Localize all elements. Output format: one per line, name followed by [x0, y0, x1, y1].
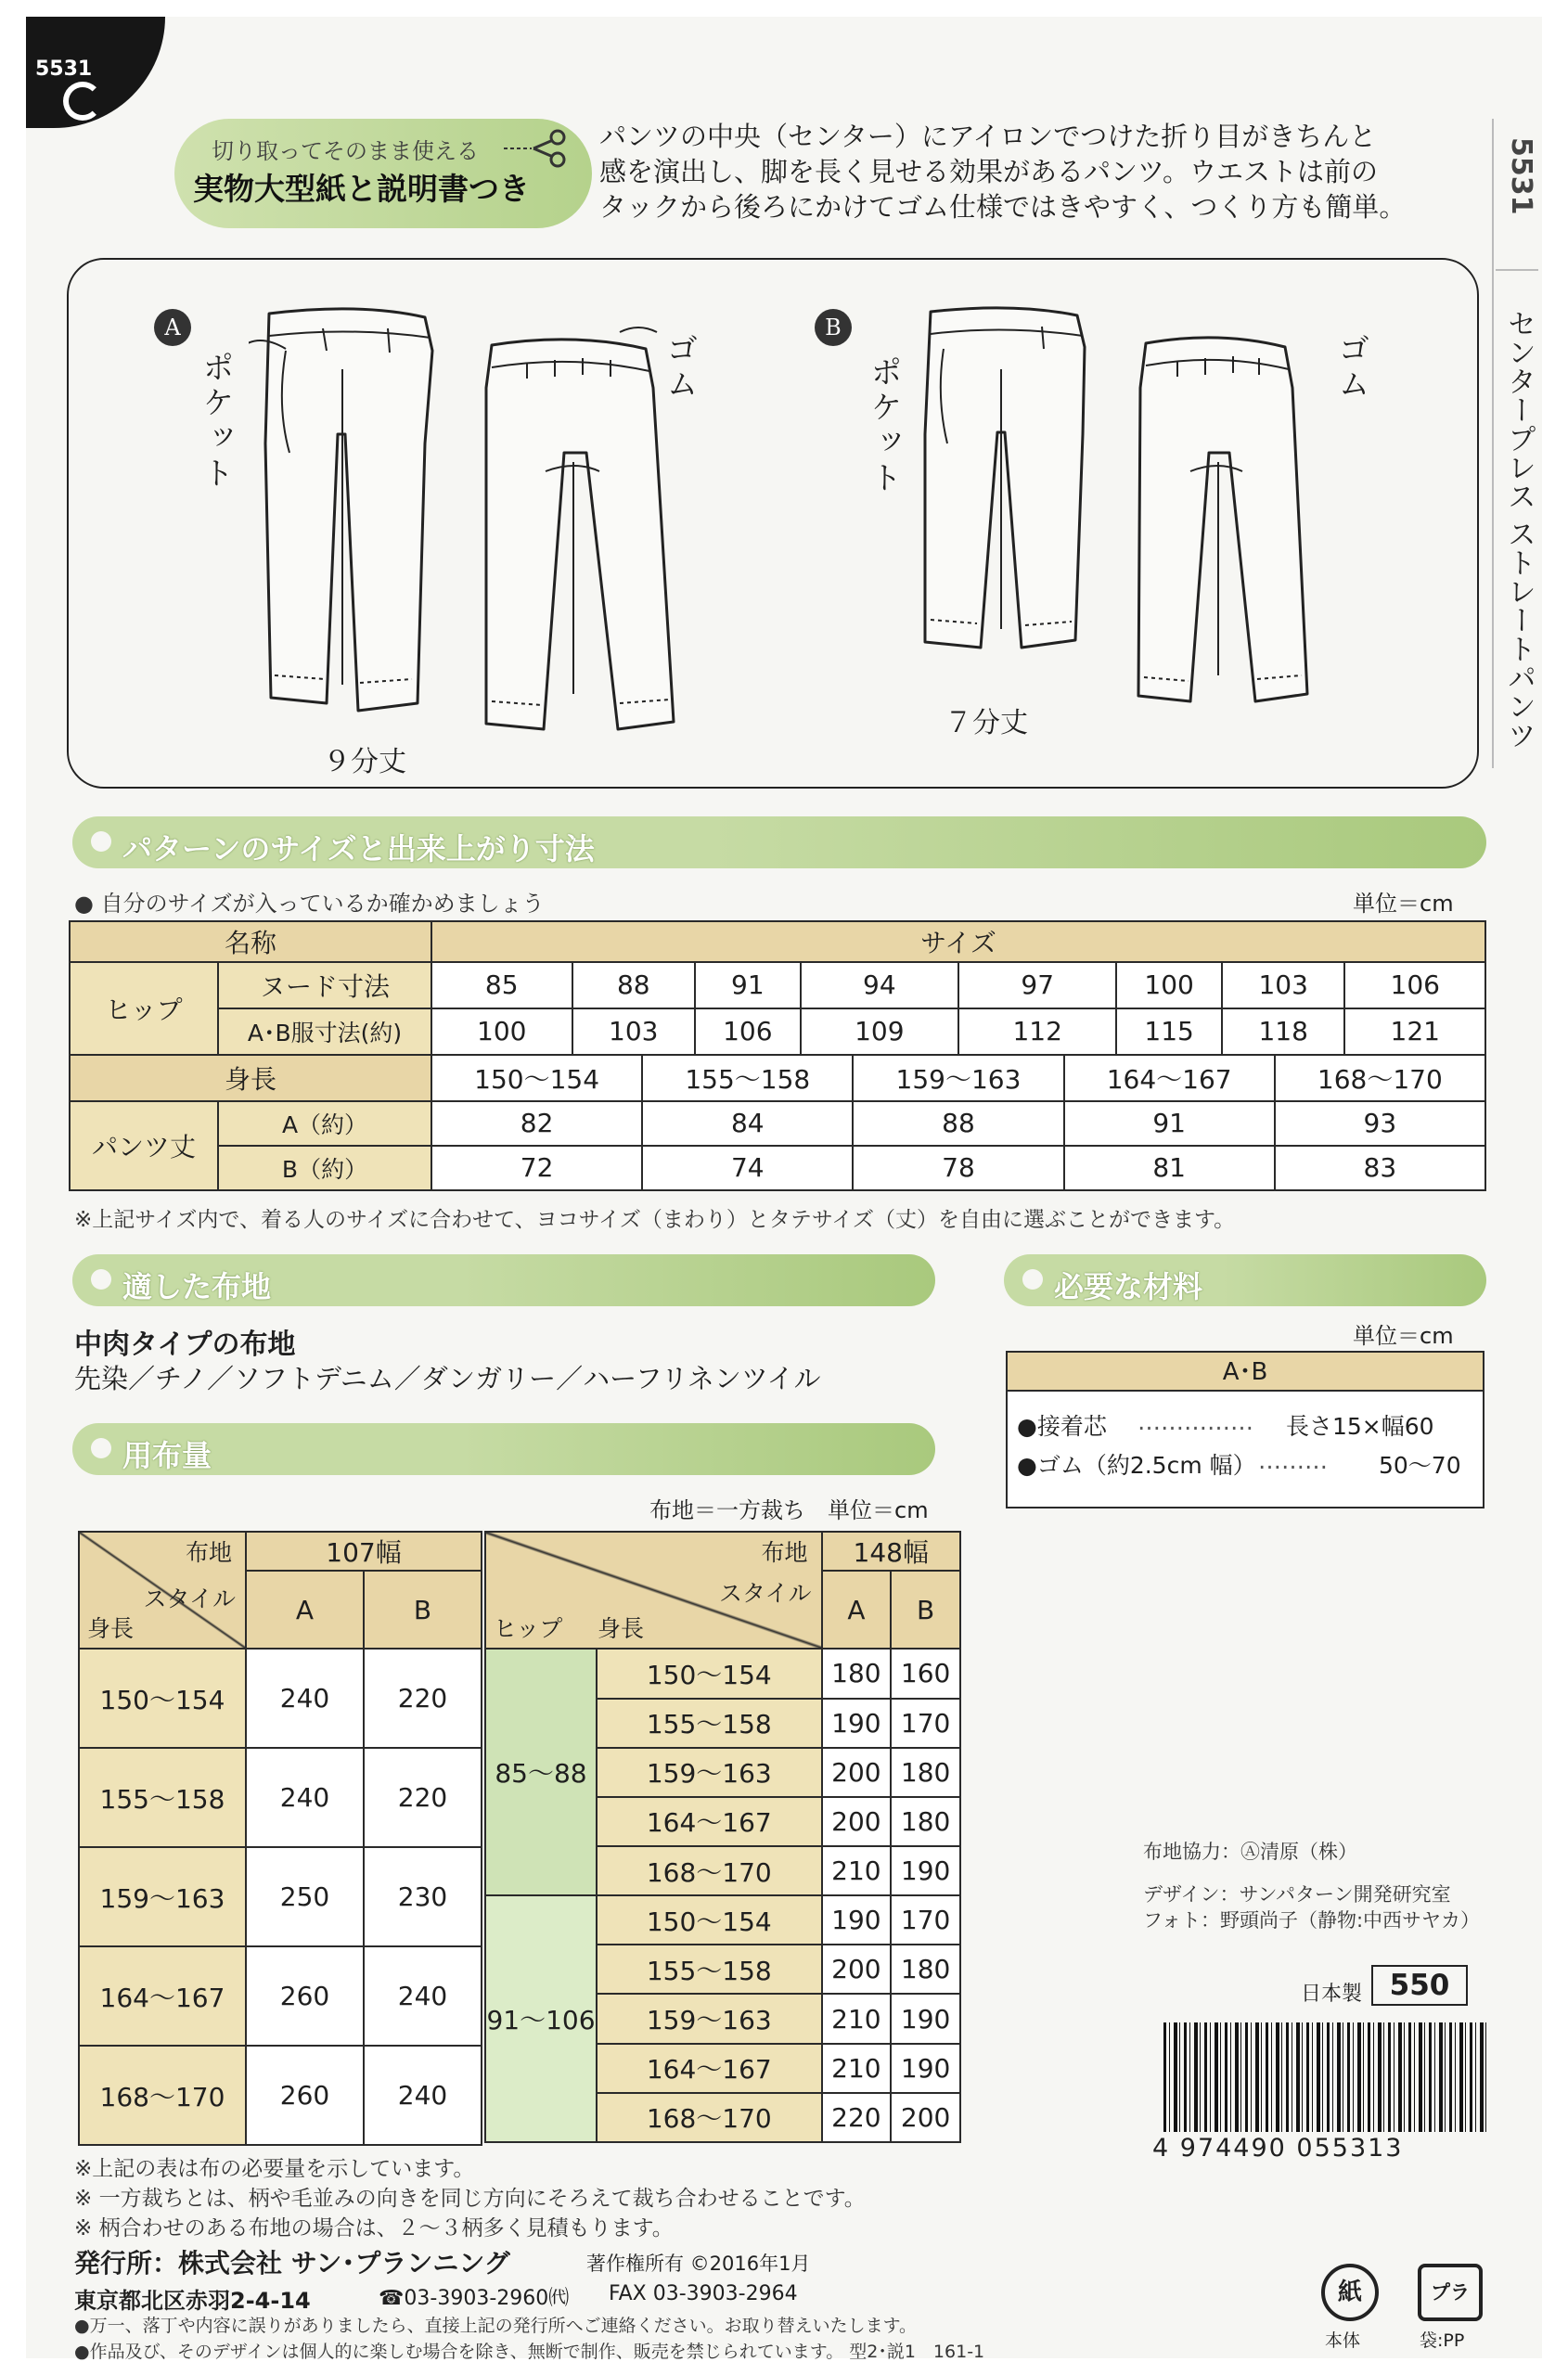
hip-label: ヒップ	[70, 962, 218, 1055]
product-description	[599, 119, 1490, 225]
size-cell: 103	[1222, 962, 1345, 1008]
pants-b-illustration	[912, 295, 1339, 722]
yardage-height-cell: 159〜163	[79, 1847, 246, 1946]
yardage-section-header	[72, 1423, 935, 1475]
spine-code: 5531	[1505, 137, 1537, 215]
yardage-cell: 180	[891, 1748, 960, 1797]
corner-fabric-label: 布地	[761, 1539, 808, 1566]
pattern-envelope-back	[26, 17, 1542, 2362]
nude-label: ヌード寸法	[218, 962, 431, 1008]
yardage-cell: 180	[891, 1945, 960, 1994]
size-unit: 単位＝cm	[1353, 891, 1454, 917]
yardage-cell: 240	[246, 1649, 364, 1748]
size-cell: 94	[801, 962, 958, 1008]
paper-recycle-icon: 紙	[1321, 2264, 1379, 2321]
price-box: 550	[1371, 1965, 1468, 2006]
materials-section-title: 必要な材料	[1054, 1269, 1203, 1304]
pattern-code: 5531	[35, 58, 93, 81]
yardage-notes	[74, 2154, 866, 2243]
yardage-note: 布地＝一方裁ち 単位＝cm	[649, 1497, 929, 1523]
elastic-label-a: ゴム	[661, 332, 698, 403]
design-credit: デザイン：サンパターン開発研究室	[1143, 1883, 1451, 1906]
row-b-label: B（約）	[218, 1146, 431, 1190]
material-name: ●ゴム（約2.5cm 幅）	[1017, 1452, 1256, 1479]
yardage-cell: 210	[822, 1994, 892, 2043]
fabric-section-header	[72, 1254, 935, 1306]
yardage-height-cell: 150〜154	[79, 1649, 246, 1748]
yardage-cell: 160	[891, 1649, 960, 1698]
size-cell: 91	[1064, 1101, 1275, 1146]
yardage-height-cell: 164〜167	[597, 2044, 822, 2093]
yardage-height-cell: 168〜170	[597, 1846, 822, 1895]
yardage-cell: 190	[822, 1699, 892, 1748]
yardage-cell: 190	[891, 1994, 960, 2043]
yardage-cell: 190	[891, 1846, 960, 1895]
material-value: 長さ15×幅60	[1286, 1413, 1434, 1440]
variant-a-marker: A	[154, 309, 191, 346]
badge-title: 実物大型紙と説明書つき	[193, 171, 530, 207]
size-cell: 159〜163	[853, 1055, 1063, 1101]
width-148-label: 148幅	[822, 1532, 960, 1571]
size-cell: 150〜154	[431, 1055, 642, 1101]
material-name: ●接着芯	[1017, 1413, 1107, 1440]
yardage-height-cell: 155〜158	[79, 1748, 246, 1847]
yardage-height-cell: 155〜158	[597, 1699, 822, 1748]
plastic-recycle-icon: プラ	[1418, 2264, 1483, 2321]
yardage-cell: 180	[891, 1797, 960, 1846]
yardage-cell: 260	[246, 2046, 364, 2145]
yardage-height-cell: 168〜170	[597, 2093, 822, 2142]
size-cell: 106	[695, 1008, 801, 1055]
size-col-size: サイズ	[431, 921, 1485, 962]
fabric-list: 先染／チノ／ソフトデニム／ダンガリー／ハーフリネンツイル	[74, 1363, 821, 1394]
pants-length-label: パンツ丈	[70, 1101, 218, 1190]
yardage-cell: 190	[822, 1895, 892, 1945]
size-cell: 74	[642, 1146, 853, 1190]
corner-hip-label: ヒップ	[494, 1615, 563, 1643]
yardage-section-title: 用布量	[122, 1438, 212, 1473]
material-leader: ……………	[1137, 1408, 1253, 1435]
yardage-cell: 210	[822, 1846, 892, 1895]
size-note: ● 自分のサイズが入っているか確かめましょう	[74, 891, 545, 917]
col-a-label: A	[246, 1571, 364, 1649]
garment-label: A･B服寸法(約)	[218, 1008, 431, 1055]
yardage-cell: 220	[822, 2093, 892, 2142]
pocket-label-a: ポケット	[197, 351, 234, 492]
photo-credit: フォト：野頭尚子（静物:中西サヤカ）	[1143, 1909, 1481, 1932]
section-bullet-icon	[91, 831, 111, 852]
scissors-icon	[504, 128, 569, 169]
yardage-cell: 200	[822, 1748, 892, 1797]
pocket-label-b: ポケット	[865, 355, 902, 496]
length-label-a: ９分丈	[323, 746, 406, 778]
yardage-cell: 200	[822, 1945, 892, 1994]
yardage-cell: 180	[822, 1649, 892, 1698]
yardage-cell: 240	[246, 1748, 364, 1847]
fabric-type: 中肉タイプの布地	[74, 1329, 296, 1361]
variant-b-marker: B	[815, 309, 852, 346]
col-a-label: A	[822, 1571, 892, 1649]
size-cell: 106	[1344, 962, 1485, 1008]
size-table	[69, 920, 1486, 1191]
yardage-cell: 200	[822, 1797, 892, 1846]
yardage-height-cell: 150〜154	[597, 1649, 822, 1698]
size-cell: 168〜170	[1275, 1055, 1485, 1101]
hip-group-cell: 91〜106	[485, 1895, 597, 2142]
size-cell: 103	[572, 1008, 696, 1055]
yardage-height-cell: 159〜163	[597, 1994, 822, 2043]
yardage-cell: 220	[364, 1649, 482, 1748]
yardage-cell: 260	[246, 1946, 364, 2046]
footer-note: ●万一、落丁や内容に誤りがありましたら、直接上記の発行所へご連絡ください。お取り替えいたします。	[74, 2316, 918, 2336]
description-line: 感を演出し、脚を長く見せる効果があるパンツ。ウエストは前の	[599, 156, 1378, 187]
section-bullet-icon	[91, 1438, 111, 1458]
spine-divider	[1492, 119, 1494, 768]
size-col-name: 名称	[70, 921, 431, 962]
elastic-label-b: ゴム	[1332, 332, 1369, 403]
corner-height-label: 身長	[598, 1615, 645, 1643]
brand-logo-icon	[63, 82, 102, 121]
made-in-label: 日本製	[1301, 1983, 1363, 2006]
materials-unit: 単位＝cm	[1353, 1323, 1454, 1349]
height-label: 身長	[70, 1055, 431, 1101]
yardage-cell: 190	[891, 2044, 960, 2093]
section-bullet-icon	[1022, 1269, 1043, 1290]
description-line: パンツの中央（センター）にアイロンでつけた折り目がきちんと	[599, 121, 1377, 152]
yardage-note-line: ※上記の表は布の必要量を示しています。	[74, 2157, 475, 2181]
size-note-text: 自分のサイズが入っているか確かめましょう	[100, 891, 545, 917]
hip-group-cell: 85〜88	[485, 1649, 597, 1895]
bag-material-label: 袋:PP	[1420, 2330, 1465, 2351]
size-footnote: ※上記サイズ内で、着る人のサイズに合わせて、ヨコサイズ（まわり）とタテサイズ（丈）を自由に選ぶことができます。	[74, 1208, 1236, 1232]
size-section-header	[72, 816, 1486, 868]
materials-table	[1006, 1351, 1484, 1508]
yardage-height-cell: 155〜158	[597, 1945, 822, 1994]
section-bullet-icon	[91, 1269, 111, 1290]
yardage-cell: 230	[364, 1847, 482, 1946]
materials-table-header: A･B	[1008, 1353, 1483, 1392]
corner-style-label: スタイル	[719, 1580, 812, 1607]
yardage-cell: 210	[822, 2044, 892, 2093]
table-corner-header	[485, 1532, 822, 1649]
size-cell: 88	[572, 962, 696, 1008]
size-cell: 112	[958, 1008, 1116, 1055]
telephone: ☎03-3903-2960㈹	[379, 2287, 570, 2310]
address: 東京都北区赤羽2-4-14	[74, 2288, 311, 2314]
width-107-label: 107幅	[246, 1532, 482, 1571]
corner-fabric-label: 布地	[185, 1539, 232, 1566]
yardage-cell: 240	[364, 2046, 482, 2145]
corner-height-label: 身長	[87, 1615, 135, 1642]
body-material-label: 本体	[1325, 2330, 1361, 2351]
description-line: タックから後ろにかけてゴム仕様ではきやすく、つくり方も簡単。	[599, 191, 1407, 223]
row-a-label: A（約）	[218, 1101, 431, 1146]
footer-note: ●作品及び、そのデザインは個人的に楽しむ場合を除き、無断で制作、販売を禁じられています。 型2･説1 161-1	[74, 2342, 985, 2362]
corner-style-label: スタイル	[143, 1585, 236, 1612]
barcode-number: 4 974490 055313	[1152, 2134, 1404, 2163]
size-cell: 78	[853, 1146, 1063, 1190]
yardage-note-line: ※ 柄合わせのある布地の場合は、２〜３柄多く見積もります。	[74, 2216, 674, 2240]
size-cell: 72	[431, 1146, 642, 1190]
col-b-label: B	[364, 1571, 482, 1649]
publisher: 発行所：株式会社 サン･プランニング	[74, 2248, 510, 2279]
spine-title: センタープレス ストレートパンツ	[1502, 309, 1536, 750]
yardage-height-cell: 150〜154	[597, 1895, 822, 1945]
size-cell: 85	[431, 962, 572, 1008]
fabric-credit: 布地協力：Ⓐ清原（株）	[1143, 1841, 1357, 1863]
yardage-cell: 170	[891, 1699, 960, 1748]
size-cell: 118	[1222, 1008, 1345, 1055]
size-cell: 155〜158	[642, 1055, 853, 1101]
copyright: 著作権所有 ©2016年1月	[586, 2253, 811, 2275]
size-cell: 88	[853, 1101, 1063, 1146]
material-value: 50〜70	[1379, 1452, 1461, 1479]
spine-divider-short	[1496, 269, 1538, 271]
pants-a-illustration	[249, 295, 713, 768]
yardage-cell: 240	[364, 1946, 482, 2046]
yardage-height-cell: 159〜163	[597, 1748, 822, 1797]
barcode	[1163, 2022, 1486, 2132]
table-corner-header	[79, 1532, 246, 1649]
badge-subtitle: 切り取ってそのまま使える	[212, 138, 479, 164]
size-cell: 93	[1275, 1101, 1485, 1146]
col-b-label: B	[891, 1571, 960, 1649]
size-cell: 100	[431, 1008, 572, 1055]
fax: FAX 03-3903-2964	[609, 2282, 798, 2305]
yardage-height-cell: 164〜167	[79, 1946, 246, 2046]
yardage-note-line: ※ 一方裁ちとは、柄や毛並みの向きを同じ方向にそろえて裁ち合わせることです。	[74, 2187, 866, 2211]
yardage-cell: 220	[364, 1748, 482, 1847]
size-cell: 82	[431, 1101, 642, 1146]
size-cell: 91	[695, 962, 801, 1008]
size-cell: 83	[1275, 1146, 1485, 1190]
yardage-cell: 170	[891, 1895, 960, 1945]
fabric-section-title: 適した布地	[122, 1269, 272, 1304]
yardage-cell: 200	[891, 2093, 960, 2142]
size-cell: 97	[958, 962, 1116, 1008]
yardage-table-107	[78, 1531, 482, 2146]
size-cell: 109	[801, 1008, 958, 1055]
yardage-table-148	[484, 1531, 961, 2143]
size-cell: 84	[642, 1101, 853, 1146]
length-label-b: ７分丈	[945, 707, 1028, 739]
yardage-height-cell: 168〜170	[79, 2046, 246, 2145]
size-cell: 100	[1116, 962, 1222, 1008]
size-section-title: パターンのサイズと出来上がり寸法	[122, 831, 595, 867]
materials-section-header	[1004, 1254, 1486, 1306]
size-cell: 115	[1116, 1008, 1222, 1055]
material-leader: ………	[1258, 1447, 1328, 1474]
size-cell: 121	[1344, 1008, 1485, 1055]
yardage-cell: 250	[246, 1847, 364, 1946]
yardage-height-cell: 164〜167	[597, 1797, 822, 1846]
size-cell: 81	[1064, 1146, 1275, 1190]
size-cell: 164〜167	[1064, 1055, 1275, 1101]
